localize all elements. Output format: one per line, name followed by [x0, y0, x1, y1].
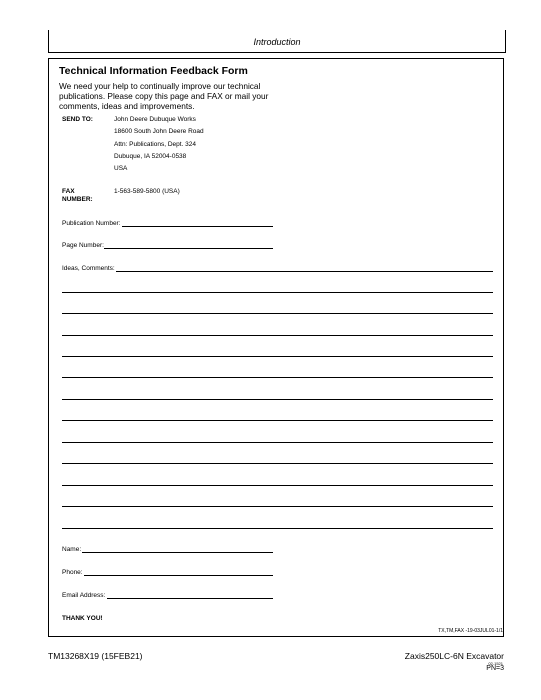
comments-line[interactable]: [62, 313, 493, 314]
form-code: TX,TM,FAX -19-03JUL01-1/1: [438, 628, 503, 634]
phone-label: Phone:: [62, 569, 83, 576]
comments-line[interactable]: [116, 271, 493, 272]
footer-model: Zaxis250LC-6N Excavator: [404, 651, 504, 661]
comments-line[interactable]: [62, 463, 493, 464]
comments-line[interactable]: [62, 485, 493, 486]
comments-line[interactable]: [62, 442, 493, 443]
form-title: Technical Information Feedback Form: [59, 65, 248, 77]
fax-label: FAX: [62, 188, 75, 195]
page-number-field[interactable]: [104, 248, 273, 249]
comments-line[interactable]: [62, 399, 493, 400]
comments-line[interactable]: [62, 506, 493, 507]
publication-number-field[interactable]: [122, 226, 273, 227]
footer-manual-id: TM13268X19 (15FEB21): [48, 651, 143, 661]
comments-line[interactable]: [62, 420, 493, 421]
name-field[interactable]: [82, 552, 273, 553]
comments-line[interactable]: [62, 356, 493, 357]
name-label: Name:: [62, 546, 82, 553]
comments-line[interactable]: [62, 377, 493, 378]
footer-small-code: 02-1521: [488, 661, 503, 666]
section-title: Introduction: [253, 37, 301, 47]
phone-field[interactable]: [84, 575, 273, 576]
page-number: PN=3: [486, 665, 504, 672]
send-to-label: SEND TO:: [62, 116, 93, 123]
comments-line[interactable]: [62, 335, 493, 336]
address-line: USA: [114, 165, 128, 172]
fax-number: 1-563-589-5800 (USA): [114, 188, 180, 195]
address-line: John Deere Dubuque Works: [114, 116, 196, 123]
page-header: [48, 30, 506, 53]
address-line: 18600 South John Deere Road: [114, 128, 204, 135]
page-number-label: Page Number:: [62, 242, 104, 249]
address-line: Attn: Publications, Dept. 324: [114, 141, 197, 148]
fax-label-2: NUMBER:: [62, 196, 93, 203]
email-label: Email Address:: [62, 592, 106, 599]
comments-line[interactable]: [62, 292, 493, 293]
address-line: Dubuque, IA 52004-0538: [114, 153, 187, 160]
publication-number-label: Publication Number:: [62, 220, 121, 227]
form-intro: We need your help to continually improve our technical publications. Please copy this page and FAX or mail your comments, ideas and improvements.: [59, 81, 269, 111]
comments-line[interactable]: [62, 528, 493, 529]
email-field[interactable]: [107, 598, 273, 599]
thank-you-text: THANK YOU!: [62, 615, 103, 622]
ideas-comments-label: Ideas, Comments:: [62, 265, 115, 272]
